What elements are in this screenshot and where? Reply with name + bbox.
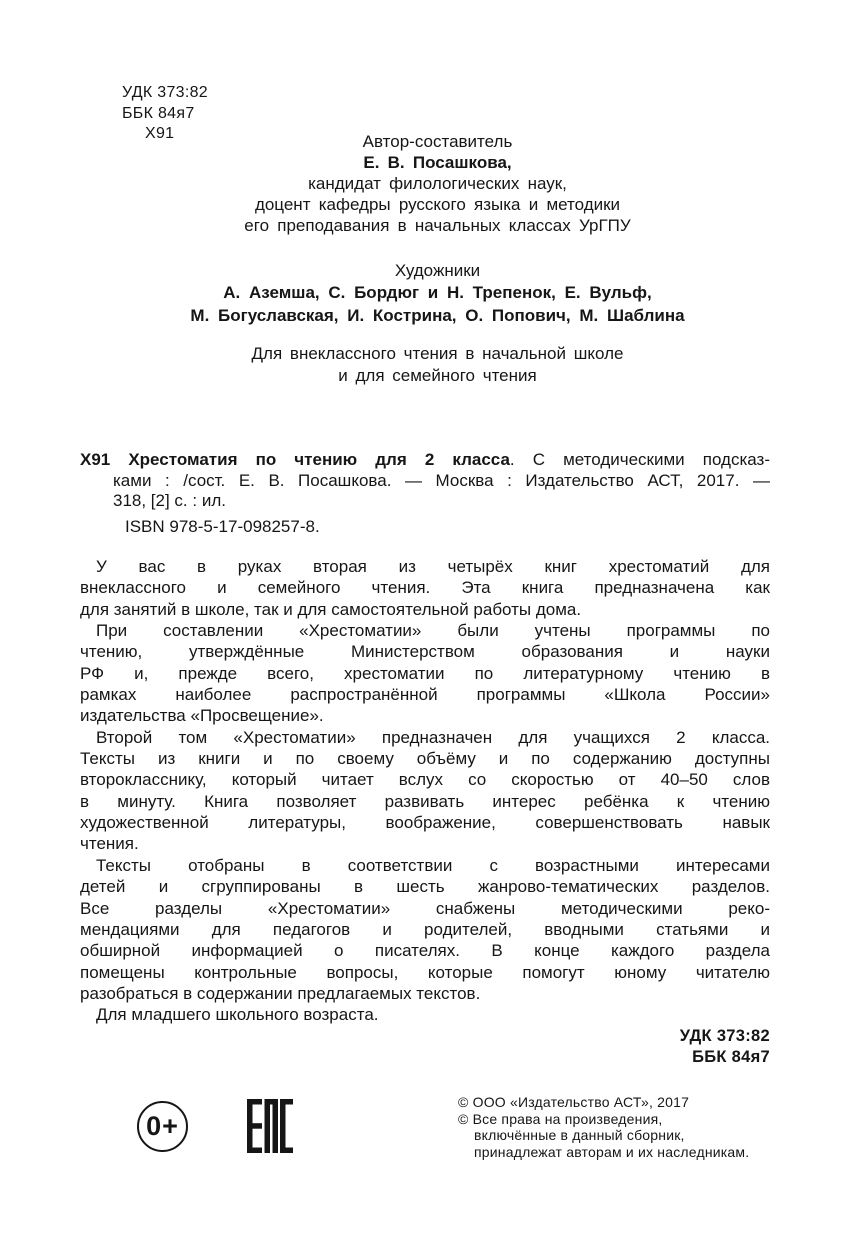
annotation-line: второкласснику, который читает вслух со скоростью от 40–50 слов [80, 770, 770, 790]
annotation-line: Все разделы «Хрестоматии» снабжены методическими реко- [80, 898, 770, 918]
annotation-line: помещены контрольные вопросы, которые помогут юному читателю [80, 962, 770, 982]
purpose-block [105, 343, 770, 387]
annotation-line: Тексты из книги и по своему объёму и по содержанию доступны [80, 749, 770, 769]
copyright-line: © ООО «Издательство АСТ», 2017 [458, 1094, 690, 1110]
annotation-line: У вас в руках вторая из четырёх книг хрестоматий для [96, 557, 770, 576]
book-title: Хрестоматия по чтению для 2 класса [128, 450, 510, 469]
udk-code: УДК 373:82 [122, 84, 208, 101]
catalog-entry [80, 450, 770, 537]
catalog-entry-line: ками : /сост. Е. В. Посашкова. — Москва : Издательство АСТ, 2017. — [113, 470, 770, 490]
annotation-line: Тексты отобраны в соответствии с возрастными интересами [96, 855, 770, 875]
catalog-entry-line: 318, [2] с. : ил. [113, 491, 226, 510]
eac-mark-icon [247, 1099, 293, 1153]
author-name: Е. В. Посашкова, [363, 153, 512, 172]
annotation-line: Второй том «Хрестоматии» предназначен для учащихся 2 класса. [96, 727, 770, 747]
catalogue-codes-bottom [680, 1026, 770, 1067]
author-block [105, 131, 770, 236]
author-credential-line: кандидат филологических наук, [308, 174, 567, 193]
catalog-code: Х91 [80, 450, 111, 469]
author-credential-line: его преподавания в начальных классах УрГПУ [244, 216, 631, 235]
bbk-code: ББК 84я7 [122, 104, 195, 122]
annotation-line: мендациями для педагогов и родителей, вводными статьями и [80, 919, 770, 939]
catalog-line-rest: . С методическими подсказ- [509, 450, 770, 469]
annotation-line: РФ и, прежде всего, хрестоматии по литературному чтению в [80, 663, 770, 683]
purpose-line: Для внеклассного чтения в начальной школе [251, 344, 624, 363]
udk-code-bottom: УДК 373:82 [679, 1027, 770, 1045]
annotation-line: художественной литературы, воображение, совершенствовать навык [80, 813, 770, 833]
annotation-line: При составлении «Хрестоматии» были учтены программы по [96, 621, 770, 641]
artists-block [105, 260, 770, 327]
catalog-entry-line [80, 450, 770, 471]
annotation [80, 556, 770, 1026]
copyright-block [458, 1094, 749, 1160]
author-sign-code: Х91 [145, 125, 175, 142]
copyright-line: принадлежат авторам и их наследникам. [474, 1143, 750, 1160]
annotation-line: Для младшего школьного возраста. [96, 1005, 379, 1025]
artists-line: А. Аземша, С. Бордюг и Н. Трепенок, Е. Вульф, [223, 283, 652, 303]
purpose-line: и для семейного чтения [338, 366, 537, 385]
artists-line: М. Богуславская, И. Кострина, О. Попович, М. Шаблина [190, 305, 685, 325]
copyright-line: © Все права на произведения, [458, 1110, 663, 1127]
annotation-line: чтению, утверждённые Министерством образования и науки [80, 642, 770, 662]
annotation-line: для занятий в школе, так и для самостоятельной работы дома. [80, 599, 582, 619]
bbk-code-bottom: ББК 84я7 [692, 1047, 770, 1066]
isbn-line: ISBN 978-5-17-098257-8. [125, 516, 320, 536]
annotation-line: чтения. [80, 834, 139, 854]
annotation-line: детей и сгруппированы в шесть жанрово-тематических разделов. [80, 877, 770, 897]
author-credential-line: доцент кафедры русского языка и методики [254, 195, 621, 214]
copyright-line: включённые в данный сборник, [474, 1127, 685, 1144]
annotation-line: обширной информацией о писателях. В конце каждого раздела [80, 941, 770, 961]
annotation-line: издательства «Просвещение». [80, 706, 324, 726]
artists-heading: Художники [394, 261, 481, 280]
author-heading: Автор-составитель [362, 132, 513, 151]
age-rating-mark [137, 1101, 188, 1152]
annotation-line: в минуту. Книга позволяет развивать интерес ребёнка к чтению [80, 791, 770, 811]
annotation-line: разобраться в содержании предлагаемых текстов. [80, 983, 481, 1003]
annotation-line: внеклассного и семейного чтения. Эта книга предназначена как [80, 578, 770, 598]
annotation-line: рамках наиболее распространённой программы «Школа России» [80, 685, 770, 705]
age-rating-label: 0+ [146, 1111, 179, 1141]
